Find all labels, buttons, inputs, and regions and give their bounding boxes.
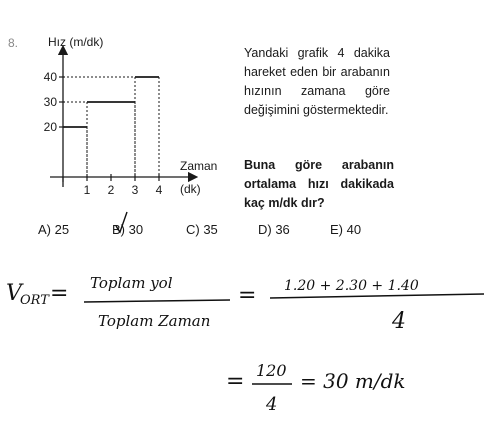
answer-choices — [0, 222, 492, 242]
choice-b[interactable]: B) 30 — [112, 222, 144, 237]
hw-frac3-den: 4 — [266, 394, 278, 415]
question-ask: Buna göre arabanın ortalama hızı dakikada kaç m/dk dır? — [244, 158, 394, 210]
velocity-time-chart — [28, 32, 218, 202]
hw-eq3: = — [226, 369, 245, 394]
question-number: 8. — [8, 36, 19, 50]
x-tick-label-2: 2 — [107, 183, 115, 197]
question-description: Yandaki grafik 4 dakika hareket eden bir arabanın hızının zamana göre değişimini göstermektedir. — [244, 46, 390, 117]
choice-c[interactable]: C) 35 — [186, 222, 218, 237]
hw-frac2-den: 4 — [392, 309, 406, 334]
x-tick-label-4: 4 — [155, 183, 163, 197]
hw-frac1-bar — [84, 300, 230, 302]
y-tick-label-30: 30 — [43, 95, 57, 109]
hw-frac2-num: 1.20 + 2.30 + 1.40 — [284, 278, 419, 294]
y-axis-label: Hız (m/dk) — [48, 35, 104, 49]
velocity-steps — [63, 77, 159, 127]
hw-frac1-den: Toplam Zaman — [98, 312, 211, 330]
choice-e[interactable]: E) 40 — [330, 222, 362, 237]
choice-a[interactable]: A) 25 — [38, 222, 70, 237]
hw-frac1-num: Toplam yol — [90, 274, 173, 292]
x-tick-label-1: 1 — [83, 183, 91, 197]
handwritten-solution — [0, 260, 492, 428]
choice-d[interactable]: D) 36 — [258, 222, 290, 237]
hw-eq2: = — [238, 283, 257, 308]
axis-ticks — [44, 70, 163, 197]
hw-result: = 30 m/dk — [300, 369, 406, 393]
hw-eq1: = — [50, 281, 69, 306]
y-tick-label-40: 40 — [43, 70, 57, 84]
checkmark-icon — [114, 210, 130, 234]
hw-frac2-bar — [270, 294, 484, 298]
hw-lhs: V — [6, 281, 22, 306]
x-axis-label: Zaman — [180, 159, 218, 173]
hw-frac3-num: 120 — [256, 361, 287, 380]
y-tick-label-20: 20 — [43, 120, 57, 134]
hw-lhs-sub: ORT — [20, 293, 49, 308]
x-tick-label-3: 3 — [131, 183, 139, 197]
x-axis-unit: (dk) — [180, 182, 201, 196]
